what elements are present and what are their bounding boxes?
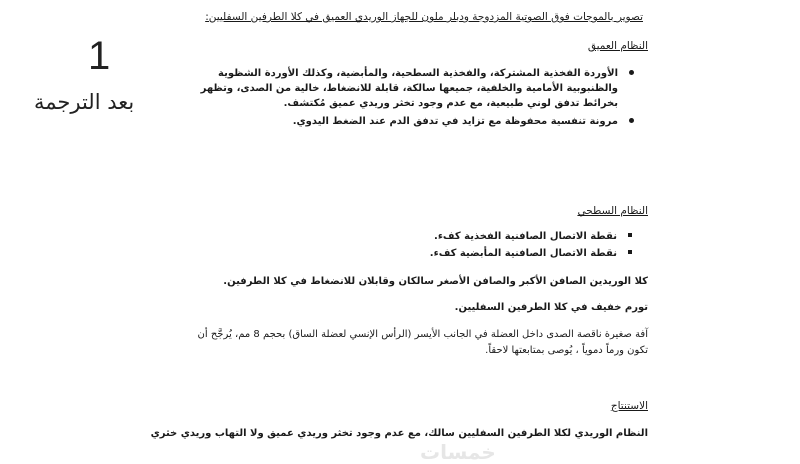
- list-item-text: نقطة الاتصال الصافنية الفخذية كفء.: [434, 231, 617, 242]
- bullet-icon: [629, 70, 634, 75]
- list-item: [198, 114, 638, 129]
- list-item-text: مرونة تنفسية محفوظة مع تزايد في تدفق الدم عند الضغط اليدوي.: [292, 116, 618, 127]
- superficial-system-heading: النظام السطحي: [577, 205, 648, 217]
- statement-veins: كلا الوريدين الصافن الأكبر والصافن الأصغر سالكان وقابلان للانضغاط في كلا الطرفين.: [223, 276, 648, 287]
- page-number: 1: [88, 34, 111, 78]
- statement-swelling: تورم خفيف في كلا الطرفين السفليين.: [454, 302, 648, 313]
- list-item: [198, 66, 638, 111]
- lesion-note: آفة صغيرة ناقصة الصدى داخل العضلة في الجانب الأيسر (الرأس الإنسي لعضلة الساق) بحجم 8 مم، يُرجَّح أن تكون ورماً دموياً ، يُوصى بمتابعتها لاحقاً.: [197, 329, 648, 356]
- superficial-system-list: [377, 228, 637, 262]
- deep-system-list: [198, 66, 638, 132]
- list-item: [377, 245, 637, 262]
- conclusion-text: النظام الوريدي لكلا الطرفين السفليين سالك، مع عدم وجود تخثر وريدي عميق ولا التهاب وريدي خثري: [150, 428, 648, 439]
- watermark-logo: خمسات: [420, 440, 496, 464]
- list-item-text: الأوردة الفخذية المشتركة، والفخذية السطحية، والمأبضية، وكذلك الأوردة الشظوية والظنبوبية الأمامية والخلفية، جميعها سالكة، قابلة للانضغاط، خالية من الصدى، وتظهر بخرائط تدفق لوني طبيعية، مع عدم وجود تخثر وريدي عميق مُكتشف.: [200, 68, 618, 109]
- list-item: [377, 228, 637, 245]
- conclusion-heading: الاستنتاج: [610, 400, 648, 412]
- report-title: تصوير بالموجات فوق الصوتية المزدوجة ودبلر ملون للجهاز الوريدي العميق في كلا الطرفين السفليين:: [205, 11, 643, 23]
- deep-system-heading: النظام العميق: [587, 40, 648, 52]
- translation-caption: بعد الترجمة: [34, 90, 135, 114]
- list-item-text: نقطة الاتصال الصافنية المأبضية كفء.: [429, 248, 617, 259]
- bullet-icon: [628, 233, 632, 237]
- bullet-icon: [629, 118, 634, 123]
- bullet-icon: [628, 250, 632, 254]
